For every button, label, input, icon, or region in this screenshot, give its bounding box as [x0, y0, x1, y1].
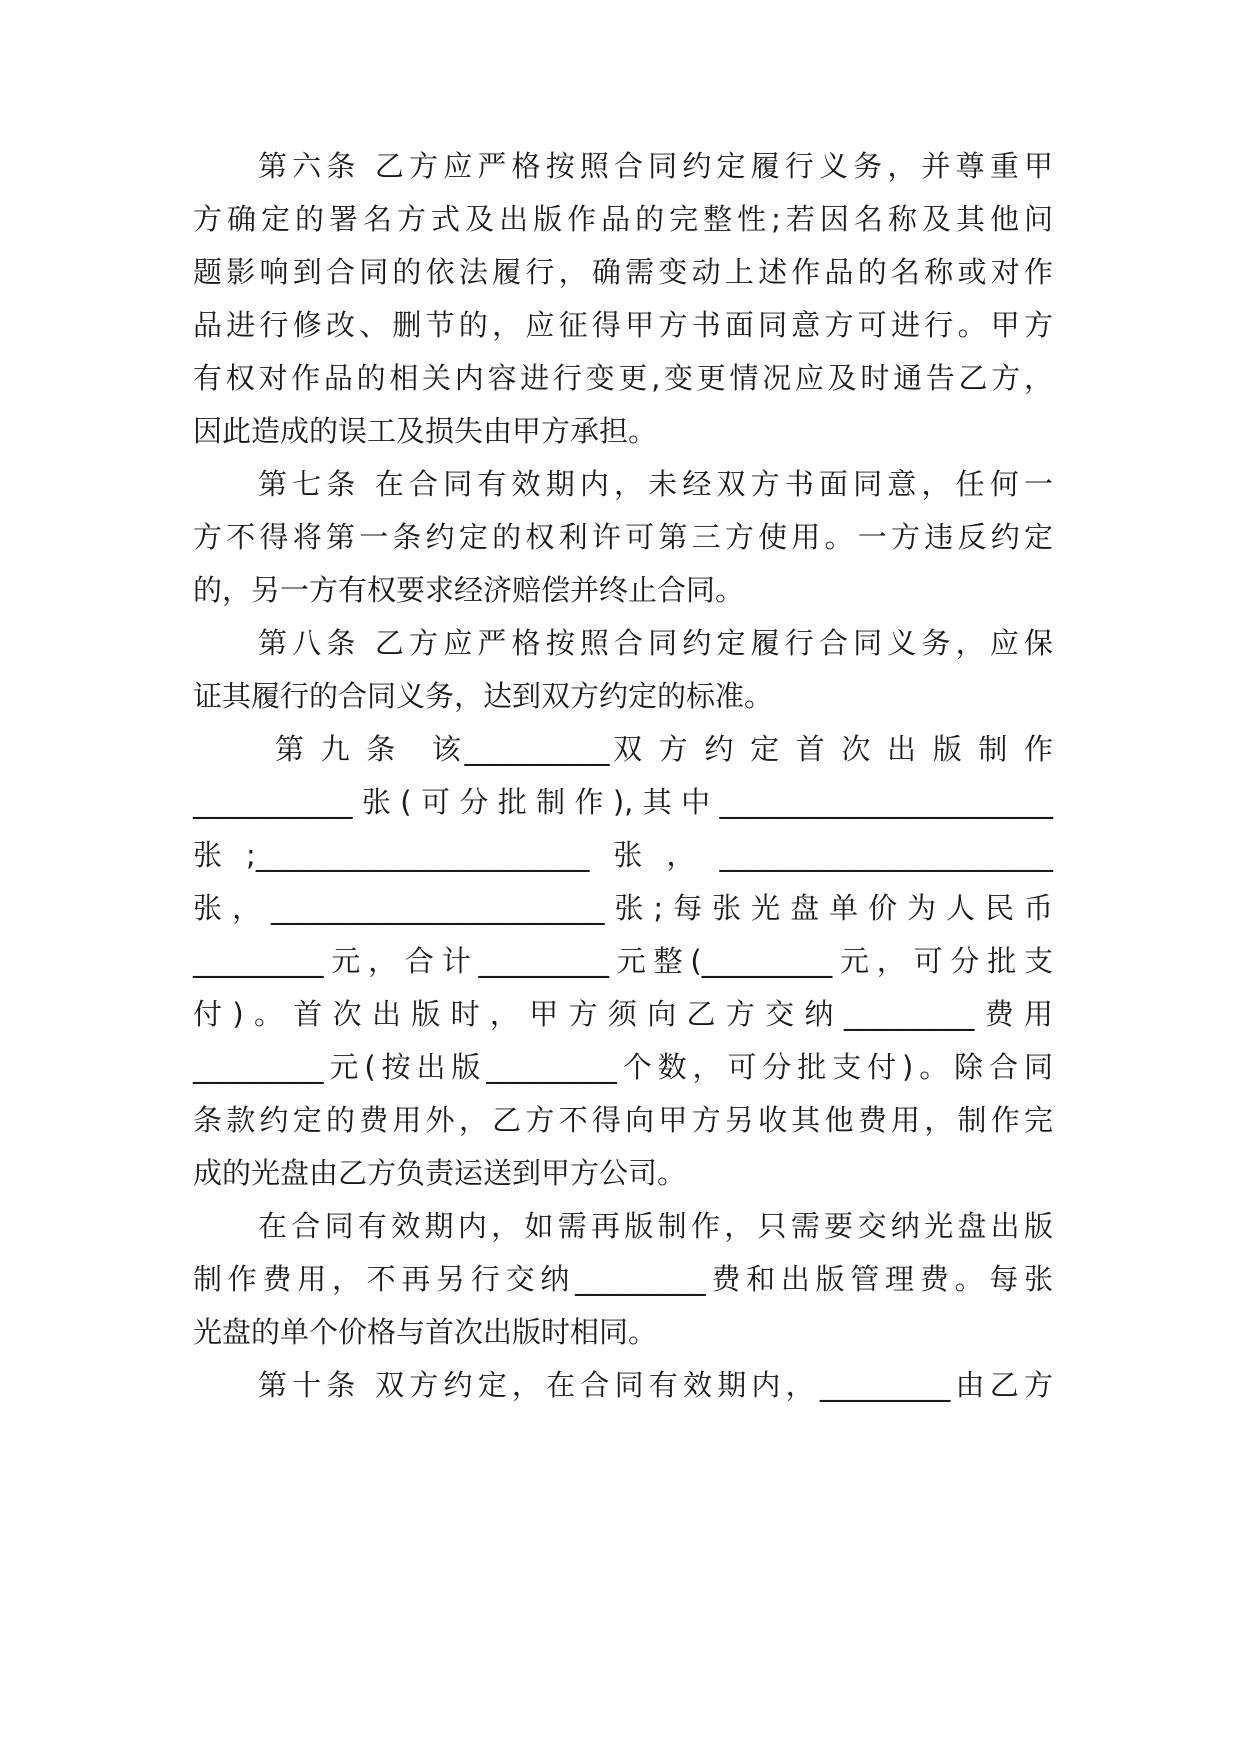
- text-line: 方确定的署名方式及出版作品的完整性;若因名称及其他问: [193, 202, 1053, 236]
- text-line: 张，_______________________张;每张光盘单价为人民币: [193, 891, 1053, 925]
- text-line: 成的光盘由乙方负责运送到甲方公司。: [193, 1156, 687, 1190]
- text-line: 的，另一方有权要求经济赔偿并终止合同。: [193, 573, 745, 607]
- text-line: 第十条 双方约定，在合同有效期内，_________由乙方: [258, 1368, 1053, 1402]
- text-line: 第六条 乙方应严格按照合同约定履行义务，并尊重甲: [258, 149, 1053, 183]
- text-line: 第七条 在合同有效期内，未经双方书面同意，任何一: [258, 467, 1053, 501]
- text-line: 制作费用，不再另行交纳_________费和出版管理费。每张: [193, 1262, 1053, 1296]
- text-line: 方不得将第一条约定的权利许可第三方使用。一方违反约定: [193, 520, 1053, 554]
- text-line: 光盘的单个价格与首次出版时相同。: [193, 1315, 658, 1349]
- text-line: _________元(按出版_________个数，可分批支付)。除合同: [193, 1050, 1053, 1084]
- text-line: 有权对作品的相关内容进行变更,变更情况应及时通告乙方，: [193, 361, 1053, 395]
- text-line: 题影响到合同的依法履行，确需变动上述作品的名称或对作: [193, 255, 1053, 289]
- text-line: 张;_______________________张，_______________________: [193, 838, 1053, 872]
- text-line: 第八条 乙方应严格按照合同约定履行合同义务，应保: [258, 626, 1053, 660]
- text-line: ___________张(可分批制作),其中_______________________: [193, 785, 1053, 819]
- text-line: _________元，合计_________元整(_________元，可分批支: [193, 944, 1053, 978]
- text-line: 品进行修改、删节的，应征得甲方书面同意方可进行。甲方: [193, 308, 1053, 342]
- text-line: 付)。首次出版时，甲方须向乙方交纳_________费用: [193, 997, 1053, 1031]
- text-line: 证其履行的合同义务，达到双方约定的标准。: [193, 679, 774, 713]
- text-line: 条款约定的费用外，乙方不得向甲方另收其他费用，制作完: [193, 1103, 1053, 1137]
- text-line: 因此造成的误工及损失由甲方承担。: [193, 414, 658, 448]
- text-line: 在合同有效期内，如需再版制作，只需要交纳光盘出版: [258, 1209, 1053, 1243]
- text-line: 第 九 条 该__________双 方 约 定 首 次 出 版 制 作: [275, 732, 1053, 766]
